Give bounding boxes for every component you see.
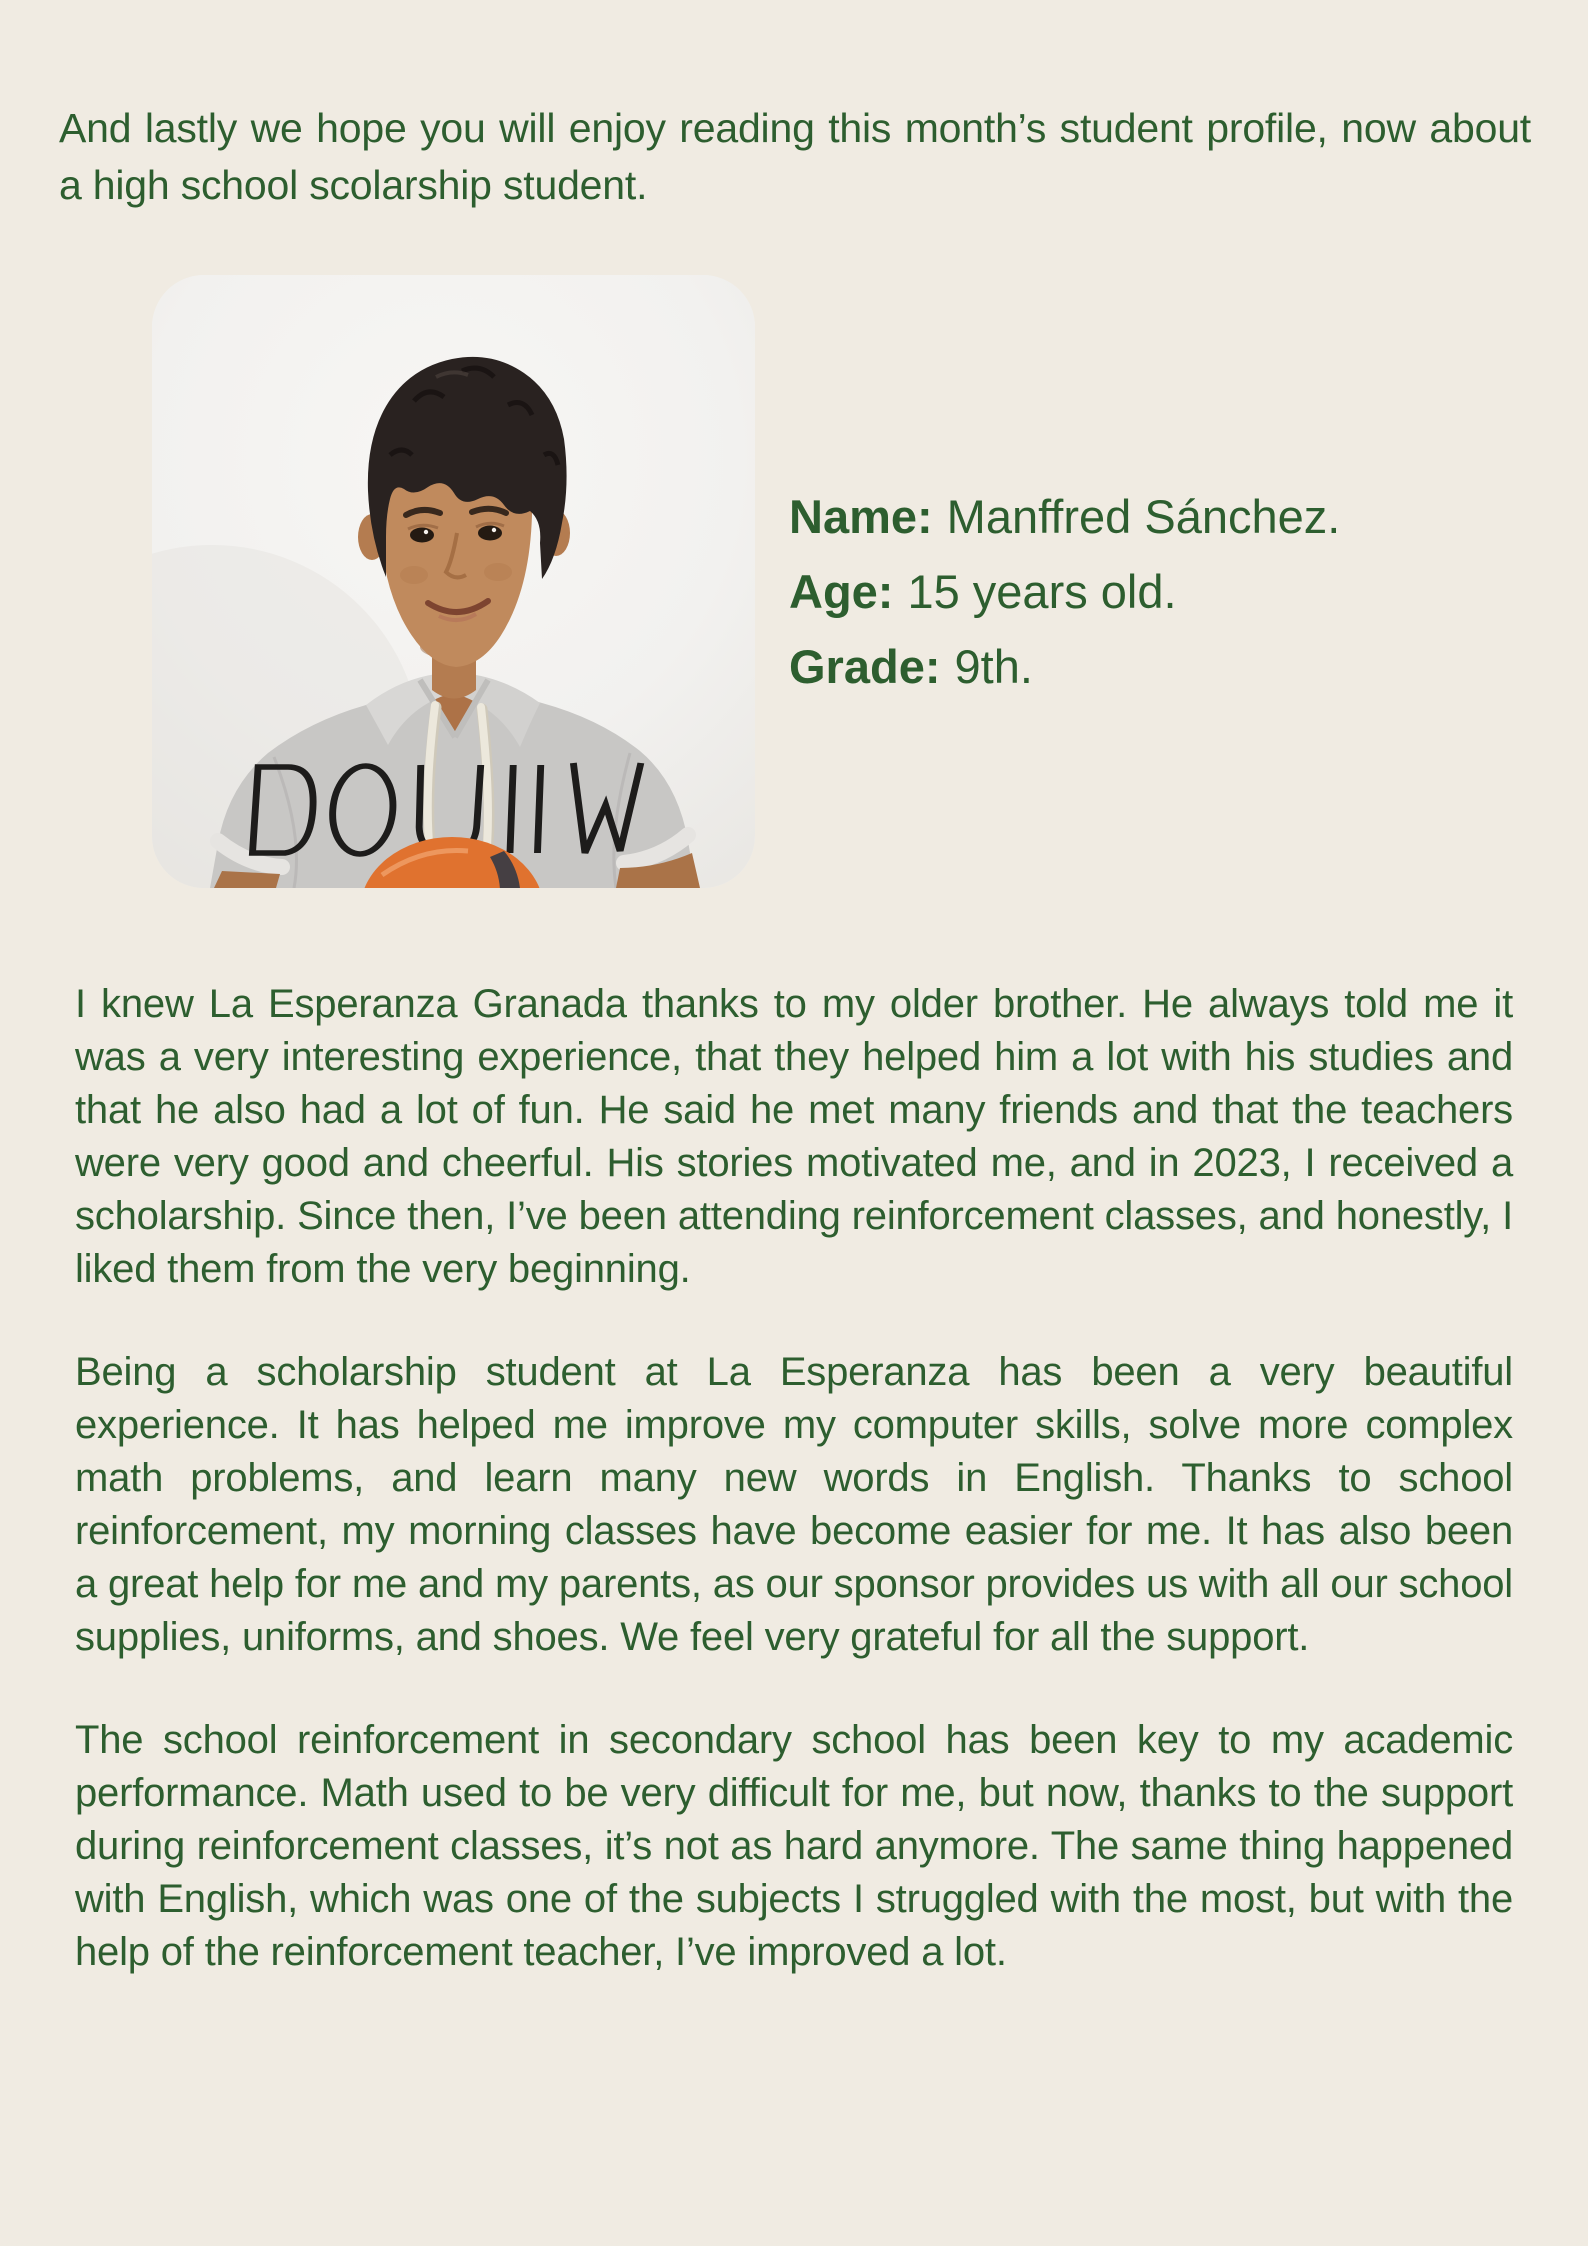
story-paragraph-3: The school reinforcement in secondary school has been key to my academic performance. Math used to be very difficult for me, but now, thanks to the support during reinforcement classes, it’s not as hard anymore. The same thing happened with English, which was one of the subjects I struggled with the most, but with the help of the reinforcement teacher, I’ve improved a lot.: [75, 1718, 1513, 1974]
field-age-value: 15 years old.: [907, 565, 1177, 618]
story-section: [75, 978, 1513, 1979]
story-paragraph-1: I knew La Esperanza Granada thanks to my older brother. He always told me it was a very interesting experience, that they helped him a lot with his studies and that he also had a lot of fun. He said he met many friends and that the teachers were very good and cheerful. His stories motivated me, and in 2023, I received a scholarship. Since then, I’ve been attending reinforcement classes, and honestly, I liked them from the very beginning.: [75, 982, 1513, 1291]
field-age: [789, 554, 1340, 629]
student-photo: [152, 275, 755, 888]
left-arm: [214, 871, 280, 888]
field-name-label: Name:: [789, 490, 933, 543]
field-age-label: Age:: [789, 565, 894, 618]
intro-paragraph: And lastly we hope you will enjoy reading this month’s student profile, now about a high school scolarship student.: [59, 105, 1531, 208]
field-name-value: Manffred Sánchez.: [946, 490, 1341, 543]
field-grade-value: 9th.: [954, 640, 1033, 693]
student-photo-illustration: [152, 275, 755, 888]
field-grade-label: Grade:: [789, 640, 941, 693]
field-name: [789, 479, 1340, 554]
profile-info: [789, 479, 1340, 704]
left-eye: [410, 528, 434, 543]
story-paragraph-2: Being a scholarship student at La Esperanza has been a very beautiful experience. It has helped me improve my computer skills, solve more complex math problems, and learn many new words in English. Thanks to school reinforcement, my morning classes have become easier for me. It has also been a great help for me and my parents, as our sponsor provides us with all our school supplies, uniforms, and shoes. We feel very grateful for all the support.: [75, 1350, 1513, 1659]
right-eye: [478, 526, 502, 541]
field-grade: [789, 629, 1340, 704]
